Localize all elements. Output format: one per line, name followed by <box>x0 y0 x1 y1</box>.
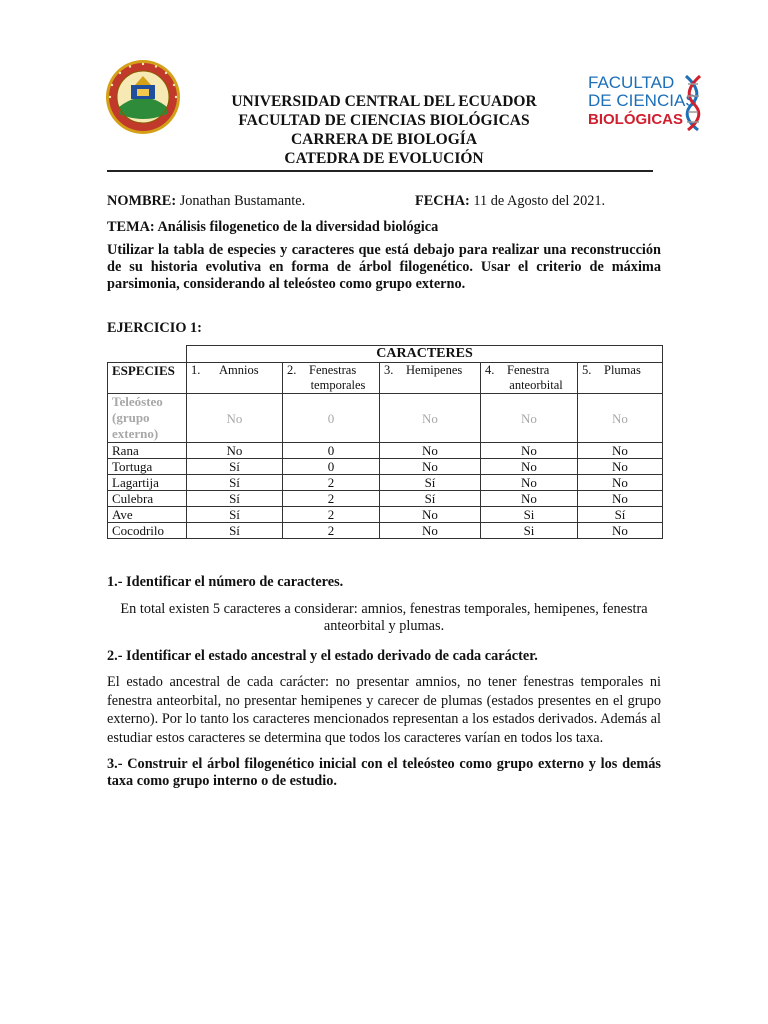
brand-line-1: FACULTAD <box>588 73 675 92</box>
brand-line-3: BIOLÓGICAS <box>588 111 684 128</box>
table-cell: No <box>481 394 578 443</box>
instructions-paragraph: Utilizar la tabla de especies y caracteres que está debajo para realizar una reconstrucción de su historia evolutiva en forma de árbol filogenético. Usar el criterio de máxima parsimonia, considerando al teleósteo como grupo externo. <box>107 242 661 292</box>
table-cell: Sí <box>380 491 481 507</box>
table-cell: No <box>578 491 663 507</box>
table-row <box>108 475 663 491</box>
table-cell: No <box>578 394 663 443</box>
species-name: Ave <box>108 507 187 523</box>
table-cell: No <box>380 523 481 539</box>
header-divider <box>107 170 653 172</box>
table-cell: 2 <box>283 523 380 539</box>
table-cell: 2 <box>283 475 380 491</box>
topic-value: Análisis filogenetico de la diversidad biológica <box>157 219 439 235</box>
faculty-name: FACULTAD DE CIENCIAS BIOLÓGICAS <box>238 112 530 129</box>
column-header-fenestra-anteorbital: 4. Fenestra anteorbital <box>481 363 578 394</box>
date-label: FECHA: <box>415 193 470 209</box>
university-name: UNIVERSIDAD CENTRAL DEL ECUADOR <box>231 93 537 110</box>
table-cell: 2 <box>283 491 380 507</box>
column-header-hemipenes: 3. Hemipenes <box>380 363 481 394</box>
column-header-fenestras-temporales: 2. Fenestras temporales <box>283 363 380 394</box>
exercise-title: EJERCICIO 1: <box>107 320 202 336</box>
table-cell: Sí <box>187 523 283 539</box>
question-2-answer: El estado ancestral de cada carácter: no presentar amnios, no tener fenestras temporales ni fenestra anteorbital, no presentar hemipenes y carecer de plumas (estados presentes en el grupo externo). Por lo tanto los caracteres mencionados representan a los estados derivados. Además al estudiar estos caracteres se determina que todos los caracteres varían en todos los taxa. <box>107 674 661 746</box>
table-row <box>108 523 663 539</box>
name-value: Jonathan Bustamante. <box>179 193 306 209</box>
table-cell: Sí <box>187 459 283 475</box>
question-2-title: 2.- Identificar el estado ancestral y el estado derivado de cada carácter. <box>107 648 538 664</box>
species-name: Lagartija <box>108 475 187 491</box>
table-column-header-row <box>108 363 663 394</box>
table-corner <box>108 346 187 363</box>
table-cell: Sí <box>578 507 663 523</box>
column-header-plumas: 5. Plumas <box>578 363 663 394</box>
table-row <box>108 507 663 523</box>
table-cell: Sí <box>187 475 283 491</box>
table-cell: Si <box>481 507 578 523</box>
table-group-header-row <box>108 346 663 363</box>
table-cell: No <box>578 475 663 491</box>
table-row <box>108 443 663 459</box>
table-cell: 2 <box>283 507 380 523</box>
table-cell: No <box>578 443 663 459</box>
table-cell: No <box>481 491 578 507</box>
question-1-answer: En total existen 5 caracteres a considerar: amnios, fenestras temporales, hemipenes, fenestra anteorbital y plumas. <box>120 601 648 634</box>
institution-header <box>170 92 598 168</box>
question-1-title: 1.- Identificar el número de caracteres. <box>107 574 344 590</box>
species-name: Rana <box>108 443 187 459</box>
table-cell: No <box>187 443 283 459</box>
table-cell: No <box>481 475 578 491</box>
column-header-amnios: 1. Amnios <box>187 363 283 394</box>
table-cell: 0 <box>283 459 380 475</box>
characters-table <box>107 345 663 539</box>
species-name: Tortuga <box>108 459 187 475</box>
table-cell: No <box>380 443 481 459</box>
table-cell: Sí <box>380 475 481 491</box>
table-cell: No <box>481 443 578 459</box>
career-name: CARRERA DE BIOLOGÍA <box>290 131 478 148</box>
table-cell: No <box>380 394 481 443</box>
table-row <box>108 459 663 475</box>
species-name-teleosteo: Teleósteo (grupo externo) <box>108 394 187 443</box>
table-cell: No <box>380 459 481 475</box>
student-name-line <box>107 192 305 210</box>
topic-label: TEMA: <box>107 219 155 235</box>
table-cell: 0 <box>283 394 380 443</box>
date-line <box>415 192 605 210</box>
table-cell: No <box>481 459 578 475</box>
species-header: ESPECIES <box>108 363 187 394</box>
question-3-title: 3.- Construir el árbol filogenético inicial con el teleósteo como grupo externo y los demás taxa como grupo interno o de estudio. <box>107 756 661 789</box>
name-label: NOMBRE: <box>107 193 177 209</box>
table-cell: Sí <box>187 491 283 507</box>
species-name: Cocodrilo <box>108 523 187 539</box>
table-cell: 0 <box>283 443 380 459</box>
table-cell: Sí <box>187 507 283 523</box>
table-cell: No <box>578 459 663 475</box>
topic-line <box>107 218 438 236</box>
table-row-outgroup <box>108 394 663 443</box>
table-cell: No <box>578 523 663 539</box>
table-cell: No <box>380 507 481 523</box>
brand-line-2: DE CIENCIAS <box>588 91 697 110</box>
characters-group-header: CARACTERES <box>187 346 663 363</box>
table-row <box>108 491 663 507</box>
chair-name: CATEDRA DE EVOLUCIÓN <box>284 150 484 167</box>
table-cell: No <box>187 394 283 443</box>
species-name: Culebra <box>108 491 187 507</box>
date-value: 11 de Agosto del 2021. <box>473 193 606 209</box>
faculty-brand-logo <box>584 72 714 132</box>
table-cell: Si <box>481 523 578 539</box>
